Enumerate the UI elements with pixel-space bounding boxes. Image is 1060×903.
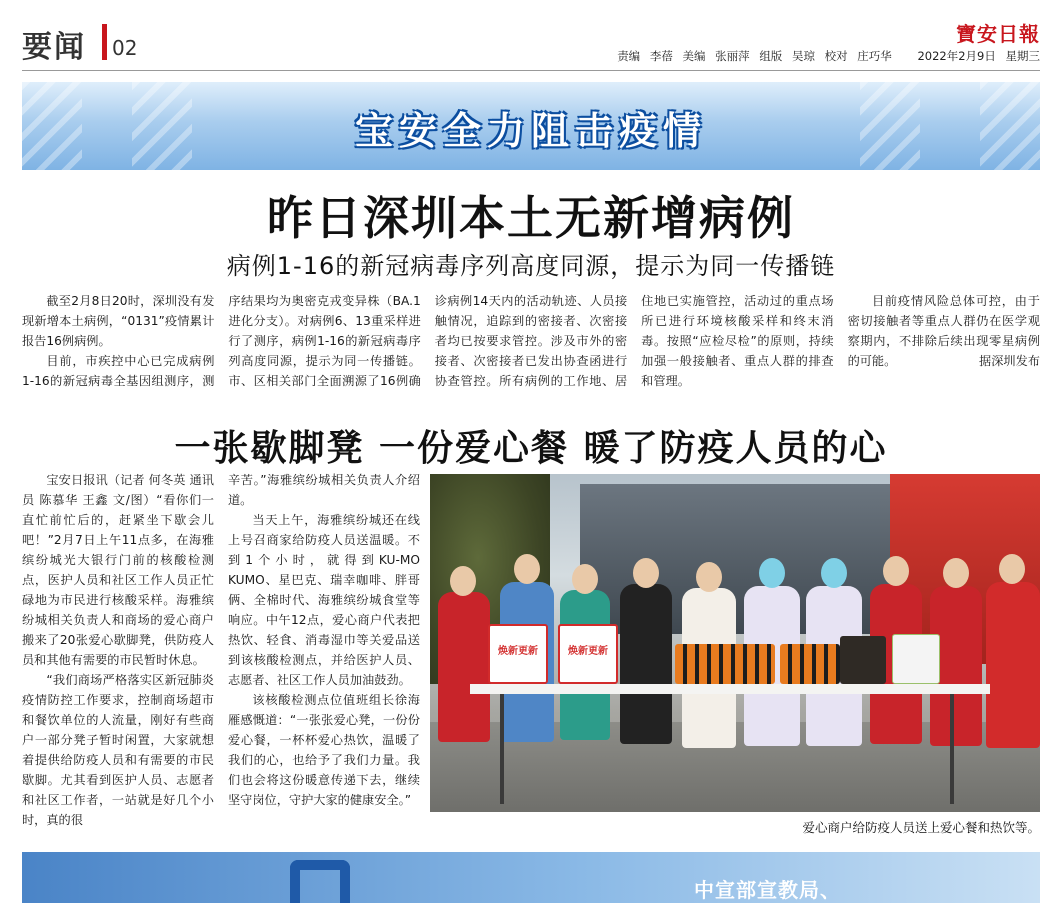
issue-date: 2022年2月9日 xyxy=(917,49,996,63)
story2-paragraph: 当天上午，海雅缤纷城还在线上号召商家给防疫人员送温暖。不到1个小时，就得到KU-MO KUMO、星巴克、瑞幸咖啡、胖哥俩、全棉时代、海雅缤纷城食堂等响应。中午12点，爱心商户代表把热饮、轻食、消毒湿巾等关爱品送到该核酸检测点，并给医护人员、志愿者、社区工作人员加油鼓劲。 xyxy=(228,513,420,687)
photo-person-head xyxy=(999,554,1025,584)
photo-person-head xyxy=(633,558,659,588)
story2-column-2 xyxy=(228,470,420,840)
photo-person-head xyxy=(943,558,969,588)
credit-name: 吴琼 xyxy=(791,49,815,63)
topic-banner xyxy=(22,82,1040,170)
section-name: 要闻 xyxy=(22,30,86,65)
story2-column-1 xyxy=(22,470,214,840)
credit-label: 责编 xyxy=(617,49,641,63)
photo-goods-bag xyxy=(558,624,618,684)
story1-source: 据深圳发布 xyxy=(979,354,1040,368)
credit-name: 庄巧华 xyxy=(857,49,892,63)
next-section-text: 中宣部宣教局、 xyxy=(694,878,841,902)
credit-name: 张丽萍 xyxy=(715,49,750,63)
photo-bag-label: 焕新更新 xyxy=(568,646,608,657)
story2-paragraph-continued: 辛苦。”海雅缤纷城相关负责人介绍道。 xyxy=(228,473,420,507)
next-section-banner xyxy=(22,852,1040,903)
editorial-credits xyxy=(611,48,1040,64)
story1-paragraph: 目前，市疾控中心已完成病例1-16的新冠病毒全基因组测序，测序结果均为奥密克戎变异株（BA.1进化分支）。对病例6、13重采样进行了测序，病例1-16的新冠病毒序列高度同源，提示为同一传播链。市、区相关部门全面溯源了16例确诊病例14天内的活动轨迹、人员接触情况，追踪到的密接者、次密接者均已按要求管控。涉及市外的密接者、次密接者已发出协查函进行协查管控。所有病例的工作地、居住地已实施管控，活动过的重点场所已进行环境核酸采样和终末消毒。按照“应检尽检”的原则，持续加强一般接触者、重点人群的排查和管理。 xyxy=(22,294,834,388)
story2-paragraph: 该核酸检测点位值班组长徐海雁感慨道：“一张张爱心凳，一份份爱心餐，一杯杯爱心热饮，温暖了我们的心，也给予了我们力量。我们也会将这份暖意传递下去，继续坚守岗位，守护大家的健康安全。” xyxy=(228,693,420,807)
issue-weekday: 星期三 xyxy=(1005,49,1040,63)
credit-label: 美编 xyxy=(682,49,706,63)
photo-goods-bag xyxy=(488,624,548,684)
photo-person-head xyxy=(883,556,909,586)
photo-tiger-box xyxy=(780,644,840,684)
photo-table-leg xyxy=(500,694,504,804)
photo-person-head xyxy=(696,562,722,592)
banner-graphic xyxy=(290,860,350,903)
masthead-logo: 寶安日報 xyxy=(956,22,1040,46)
story1-paragraph xyxy=(848,291,1040,371)
photo-person-head xyxy=(514,554,540,584)
photo-person-head xyxy=(450,566,476,596)
banner-title: 宝安全力阻击疫情 xyxy=(354,109,707,153)
photo-table-leg xyxy=(950,694,954,804)
photo-table xyxy=(470,684,990,694)
photo-tiger-box xyxy=(675,644,775,684)
story1-headline: 昨日深圳本土无新增病例 xyxy=(267,191,795,245)
photo-person-head xyxy=(821,558,847,588)
credit-label: 组版 xyxy=(759,49,783,63)
credit-name: 李蓓 xyxy=(649,49,673,63)
page-number: 02 xyxy=(112,36,138,60)
photo-caption: 爱心商户给防疫人员送上爱心餐和热饮等。 xyxy=(802,820,1040,835)
photo-bag-label: 焕新更新 xyxy=(498,646,538,657)
photo-person xyxy=(986,582,1040,748)
news-photo xyxy=(430,474,1040,812)
page-header xyxy=(22,18,1040,70)
section-divider xyxy=(102,24,107,60)
credit-label: 校对 xyxy=(824,49,848,63)
story1-paragraph-text: 目前疫情风险总体可控，由于密切接触者等重点人群仍在医学观察期内，不排除后续出现零星病例的可能。 xyxy=(847,294,1040,368)
story1-paragraph: 截至2月8日20时，深圳没有发现新增本土病例，“0131”疫情累计报告16例病例。 xyxy=(22,294,215,348)
photo-drink-bag xyxy=(892,634,940,684)
photo-person-head xyxy=(759,558,785,588)
photo-person xyxy=(438,592,490,742)
story2-headline: 一张歇脚凳 一份爱心餐 暖了防疫人员的心 xyxy=(174,428,888,469)
photo-person xyxy=(620,584,672,744)
story2-paragraph: 宝安日报讯（记者 何冬英 通讯员 陈慕华 王鑫 文/图）“看你们一直忙前忙后的，赶紧坐下歇会儿吧！”2月7日上午11点多，在海雅缤纷城光大银行门前的核酸检测点，医护人员和社区工作人员正忙碌地为市民进行核酸采样。海雅缤纷城相关负责人和商场的爱心商户搬来了20张爱心歇脚凳，供防疫人员和其他有需要的市民暂时休息。 xyxy=(22,473,214,667)
story1-body xyxy=(22,291,1040,391)
photo-person-head xyxy=(572,564,598,594)
story2-paragraph: “我们商场严格落实区新冠肺炎疫情防控工作要求，控制商场超市和餐饮单位的人流量，刚好有些商户一部分凳子暂时闲置，大家就想着提供给防疫人员和有需要的市民歇脚。尤其看到医护人员、志愿者和社区工作者，一站就是好几个小时，真的很 xyxy=(22,673,214,827)
header-rule xyxy=(22,70,1040,71)
story1-subhead: 病例1-16的新冠病毒序列高度同源，提示为同一传播链 xyxy=(226,252,836,280)
photo-starbucks-bag xyxy=(840,636,886,684)
